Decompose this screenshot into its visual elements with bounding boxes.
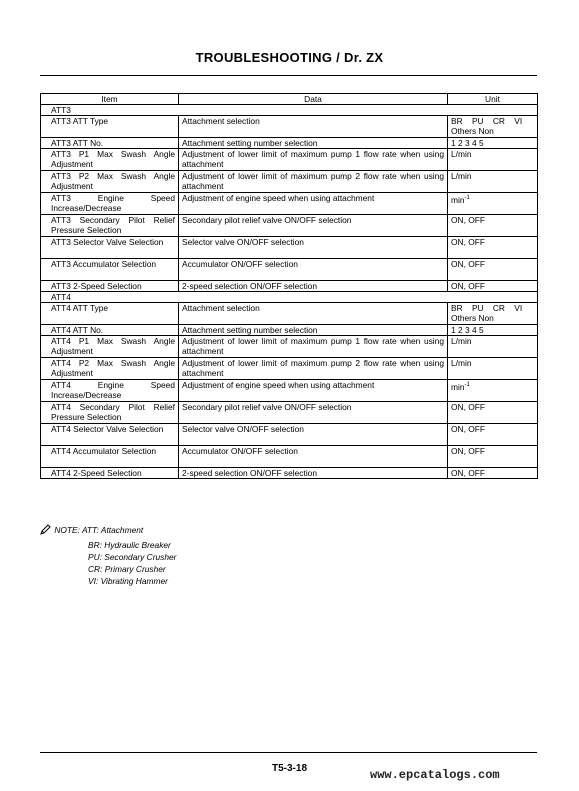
- group-label: ATT3: [41, 105, 538, 116]
- data-cell: Accumulator ON/OFF selection: [179, 259, 448, 281]
- unit-text: BR PU CR VI Others Non: [451, 116, 525, 136]
- note-line: VI: Vibrating Hammer: [88, 576, 168, 586]
- table-row: [41, 424, 538, 446]
- item-cell: ATT4 ATT No.: [41, 325, 179, 336]
- unit-cell: [448, 149, 538, 171]
- item-cell: ATT4 Accumulator Selection: [41, 446, 179, 468]
- group-label: ATT4: [41, 292, 538, 303]
- table-row: [41, 138, 538, 149]
- footer-rule: [40, 752, 537, 753]
- unit-cell: [448, 336, 538, 358]
- unit-cell: [448, 446, 538, 468]
- unit-text: ON, OFF: [451, 215, 485, 225]
- table-row: [41, 303, 538, 325]
- data-cell: 2-speed selection ON/OFF selection: [179, 281, 448, 292]
- group-row: [41, 292, 538, 303]
- table-row: [41, 259, 538, 281]
- unit-cell: [448, 402, 538, 424]
- header-unit: Unit: [448, 94, 538, 105]
- unit-text: ON, OFF: [451, 402, 485, 412]
- table-row: [41, 336, 538, 358]
- item-cell: ATT3 2-Speed Selection: [41, 281, 179, 292]
- unit-text: min: [451, 381, 465, 392]
- note-label: NOTE:: [54, 525, 80, 535]
- data-cell: Accumulator ON/OFF selection: [179, 446, 448, 468]
- unit-text: ON, OFF: [451, 281, 485, 291]
- item-cell: ATT3 Accumulator Selection: [41, 259, 179, 281]
- item-cell: ATT3 Selector Valve Selection: [41, 237, 179, 259]
- unit-text: min: [451, 194, 465, 205]
- unit-cell: [448, 468, 538, 479]
- unit-superscript: -1: [464, 382, 470, 388]
- unit-cell: [448, 380, 538, 402]
- table-row: [41, 468, 538, 479]
- unit-text: ON, OFF: [451, 237, 485, 247]
- unit-text: ON, OFF: [451, 259, 485, 269]
- header-data: Data: [179, 94, 448, 105]
- unit-cell: [448, 171, 538, 193]
- data-cell: Adjustment of engine speed when using attachment: [179, 193, 448, 215]
- page-number: T5-3-18: [271, 763, 307, 774]
- table-row: [41, 149, 538, 171]
- note-line: CR: Primary Crusher: [88, 564, 166, 574]
- unit-cell: [448, 303, 538, 325]
- data-table: [40, 93, 538, 479]
- table-row: [41, 358, 538, 380]
- data-cell: Adjustment of lower limit of maximum pump 1 flow rate when using attachment: [179, 149, 448, 171]
- item-cell: ATT3 ATT No.: [41, 138, 179, 149]
- data-cell: Secondary pilot relief valve ON/OFF selection: [179, 402, 448, 424]
- unit-text: ON, OFF: [451, 468, 485, 478]
- unit-cell: [448, 193, 538, 215]
- table-header: [41, 94, 538, 105]
- data-cell: Adjustment of engine speed when using attachment: [179, 380, 448, 402]
- table-row: [41, 402, 538, 424]
- table-row: [41, 281, 538, 292]
- data-cell: Adjustment of lower limit of maximum pump 2 flow rate when using attachment: [179, 171, 448, 193]
- item-cell: ATT4 Selector Valve Selection: [41, 424, 179, 446]
- data-cell: Adjustment of lower limit of maximum pump 1 flow rate when using attachment: [179, 336, 448, 358]
- table-row: [41, 116, 538, 138]
- unit-cell: [448, 259, 538, 281]
- table-row: [41, 171, 538, 193]
- data-cell: Attachment setting number selection: [179, 325, 448, 336]
- unit-text: ON, OFF: [451, 446, 485, 456]
- unit-cell: [448, 138, 538, 149]
- unit-cell: [448, 325, 538, 336]
- item-cell: ATT3 P1 Max Swash Angle Adjustment: [41, 149, 179, 171]
- unit-text: 1 2 3 4 5: [451, 325, 484, 335]
- item-cell: ATT3 Secondary Pilot Relief Pressure Selection: [41, 215, 179, 237]
- unit-text: L/min: [451, 336, 472, 346]
- item-cell: ATT3 Engine Speed Increase/Decrease: [41, 193, 179, 215]
- item-cell: ATT4 Secondary Pilot Relief Pressure Selection: [41, 402, 179, 424]
- unit-cell: [448, 237, 538, 259]
- data-cell: Attachment setting number selection: [179, 138, 448, 149]
- unit-text: 1 2 3 4 5: [451, 138, 484, 148]
- unit-text: ON, OFF: [451, 424, 485, 434]
- item-cell: ATT3 P2 Max Swash Angle Adjustment: [41, 171, 179, 193]
- title-rule: [40, 75, 537, 76]
- unit-cell: [448, 116, 538, 138]
- data-cell: Adjustment of lower limit of maximum pump 2 flow rate when using attachment: [179, 358, 448, 380]
- table-row: [41, 325, 538, 336]
- note-line: ATT: Attachment: [81, 525, 144, 535]
- data-cell: Selector valve ON/OFF selection: [179, 424, 448, 446]
- unit-text: L/min: [451, 149, 472, 159]
- unit-cell: [448, 358, 538, 380]
- note-line: PU: Secondary Crusher: [88, 552, 177, 562]
- header-item: Item: [41, 94, 179, 105]
- unit-cell: [448, 424, 538, 446]
- item-cell: ATT4 ATT Type: [41, 303, 179, 325]
- unit-text: L/min: [451, 358, 472, 368]
- table-row: [41, 215, 538, 237]
- table-body: [41, 105, 538, 479]
- item-cell: ATT4 P2 Max Swash Angle Adjustment: [41, 358, 179, 380]
- data-cell: Attachment selection: [179, 303, 448, 325]
- item-cell: ATT3 ATT Type: [41, 116, 179, 138]
- pencil-note-icon: [40, 524, 52, 539]
- table-row: [41, 380, 538, 402]
- data-cell: 2-speed selection ON/OFF selection: [179, 468, 448, 479]
- table-row: [41, 237, 538, 259]
- unit-superscript: -1: [464, 195, 470, 201]
- note-line: BR: Hydraulic Breaker: [88, 540, 171, 550]
- item-cell: ATT4 2-Speed Selection: [41, 468, 179, 479]
- item-cell: ATT4 P1 Max Swash Angle Adjustment: [41, 336, 179, 358]
- unit-cell: [448, 215, 538, 237]
- unit-text: BR PU CR VI Others Non: [451, 303, 525, 323]
- watermark: www.epcatalogs.com: [370, 768, 500, 782]
- page-title: TROUBLESHOOTING / Dr. ZX: [195, 50, 384, 65]
- table-row: [41, 193, 538, 215]
- unit-cell: [448, 281, 538, 292]
- data-cell: Secondary pilot relief valve ON/OFF selection: [179, 215, 448, 237]
- table-row: [41, 446, 538, 468]
- data-cell: Attachment selection: [179, 116, 448, 138]
- group-row: [41, 105, 538, 116]
- unit-text: L/min: [451, 171, 472, 181]
- note-block: [40, 524, 176, 587]
- item-cell: ATT4 Engine Speed Increase/Decrease: [41, 380, 179, 402]
- data-cell: Selector valve ON/OFF selection: [179, 237, 448, 259]
